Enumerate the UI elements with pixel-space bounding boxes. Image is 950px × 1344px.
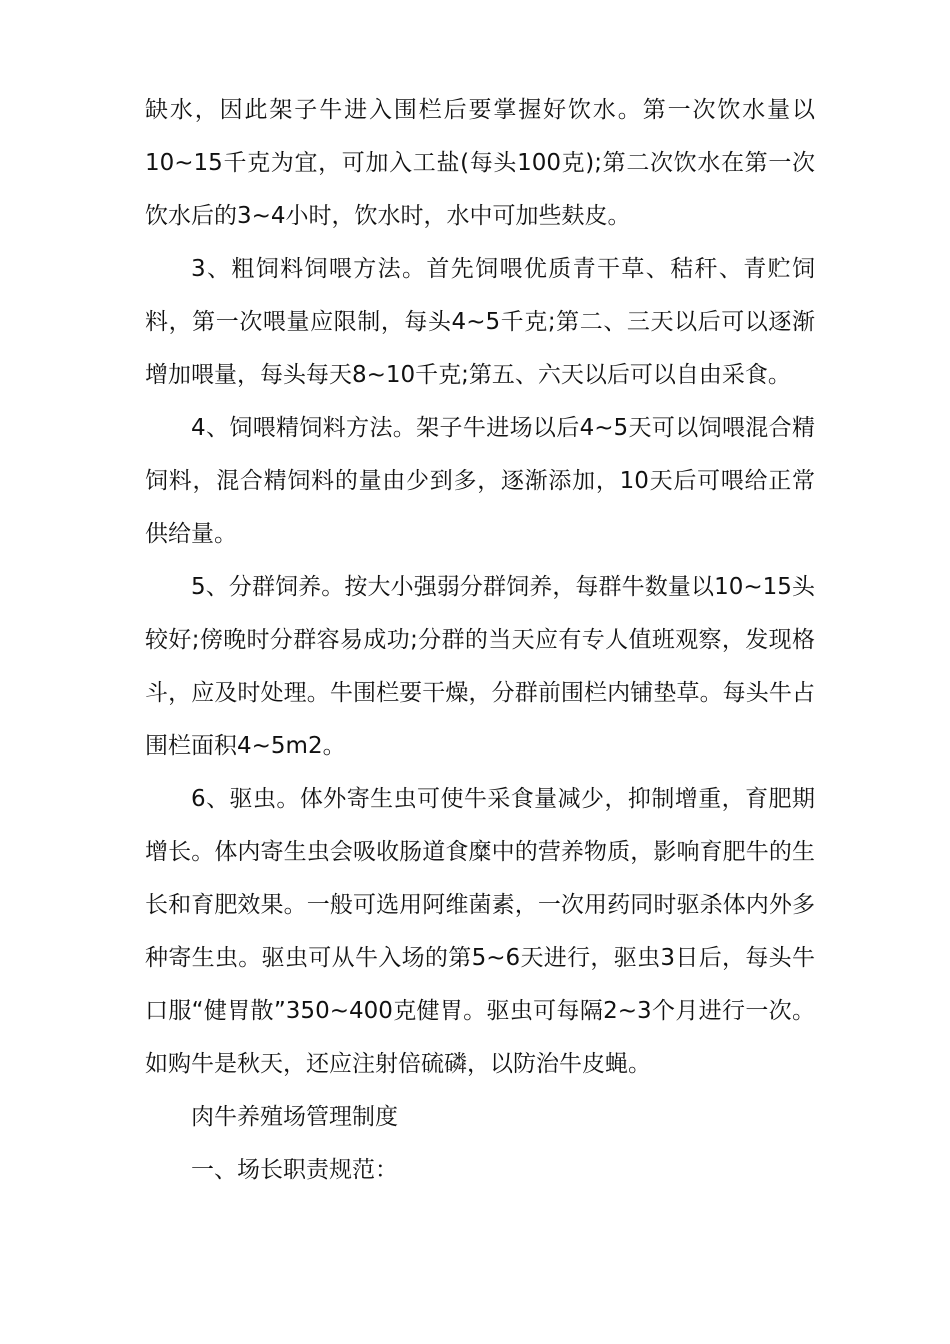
paragraph-continuation: 缺水，因此架子牛进入围栏后要掌握好饮水。第一次饮水量以10~15千克为宜，可加入工盐(每头100克);第二次饮水在第一次饮水后的3~4小时，饮水时，水中可加些麸皮。 (145, 97, 815, 229)
paragraph-deworming: 6、驱虫。体外寄生虫可使牛采食量减少，抑制增重，育肥期增长。体内寄生虫会吸收肠道食糜中的营养物质，影响育肥牛的生长和育肥效果。一般可选用阿维菌素，一次用药同时驱杀体内外多种寄生虫。驱虫可从牛入场的第5~6天进行，驱虫3日后，每头牛口服“健胃散”350~400克健胃。驱虫可每隔2~3个月进行一次。如购牛是秋天，还应注射倍硫磷，以防治牛皮蝇。 (145, 786, 815, 1077)
section-title: 肉牛养殖场管理制度 (191, 1104, 398, 1130)
document-body (145, 84, 815, 1197)
paragraph-roughage-feeding: 3、粗饲料饲喂方法。首先饲喂优质青干草、秸秆、青贮饲料，第一次喂量应限制，每头4~5千克;第二、三天以后可以逐渐增加喂量，每头每天8~10千克;第五、六天以后可以自由采食。 (145, 256, 815, 388)
subsection-heading: 一、场长职责规范： (191, 1157, 398, 1183)
paragraph-group-feeding: 5、分群饲养。按大小强弱分群饲养，每群牛数量以10~15头较好;傍晚时分群容易成功;分群的当天应有专人值班观察，发现格斗，应及时处理。牛围栏要干燥，分群前围栏内铺垫草。每头牛占围栏面积4~5m2。 (145, 574, 815, 759)
paragraph-concentrate-feeding: 4、饲喂精饲料方法。架子牛进场以后4~5天可以饲喂混合精饲料，混合精饲料的量由少到多，逐渐添加，10天后可喂给正常供给量。 (145, 415, 815, 547)
